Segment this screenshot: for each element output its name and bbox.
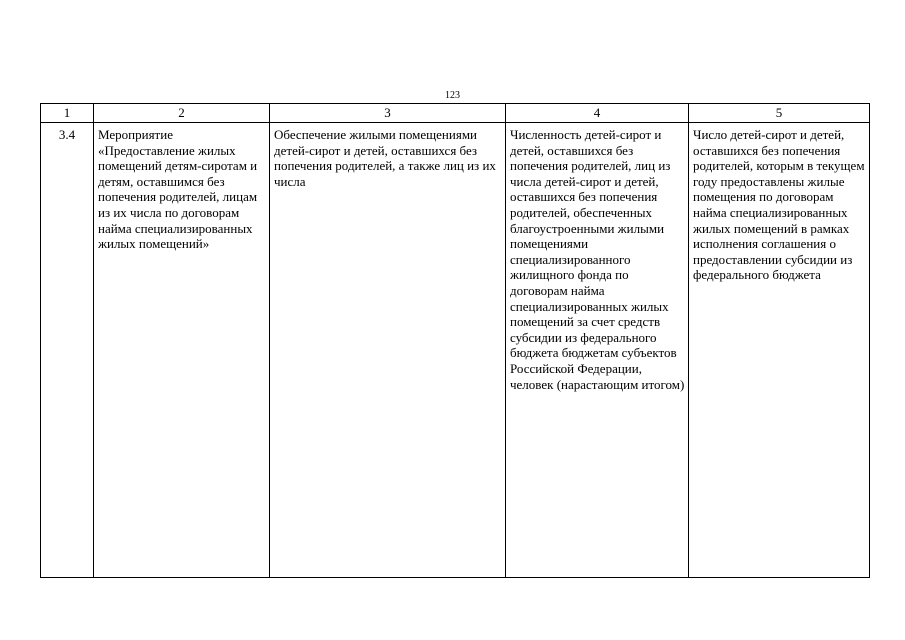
header-cell-4: 4 [506, 104, 689, 123]
objective-cell [270, 123, 506, 578]
objective-text: Обеспечение жилыми помещениями детей-сирот и детей, оставшихся без попечения родителей, а также лиц из их числа [274, 127, 496, 189]
result-cell [689, 123, 870, 578]
header-cell-5: 5 [689, 104, 870, 123]
page-number: 123 [445, 90, 460, 101]
indicator-text: Численность детей-сирот и детей, оставшихся без попечения родителей, лиц из числа детей-сирот и детей, оставшихся без попечения родителей, обеспеченных благоустроенными жилыми помещениями специализированного жилищного фонда по договорам найма специализированных жилых помещений за счет средств субсидии из федерального бюджета бюджетам субъектов Российской Федерации, человек (нарастающим итогом) [510, 127, 685, 392]
row-number: 3.4 [58, 127, 76, 142]
result-text: Число детей-сирот и детей, оставшихся без попечения родителей, которым в текущем году предоставлены жилые помещения по договорам найма специализированных жилых помещений в рамках исполнения соглашения о предоставлении субсидии из федерального бюджета [693, 127, 865, 283]
table-header-row [41, 104, 870, 123]
document-table [40, 103, 870, 578]
measure-text: Мероприятие «Предоставление жилых помещений детям-сиротам и детям, оставшимся без попечения родителей, лицам из их числа по договорам найма специализированных жилых помещений» [98, 127, 258, 252]
table-row [41, 123, 870, 578]
header-cell-3: 3 [270, 104, 506, 123]
indicator-cell [506, 123, 689, 578]
row-number-cell [41, 123, 94, 578]
header-cell-1: 1 [41, 104, 94, 123]
measure-cell [94, 123, 270, 578]
header-cell-2: 2 [94, 104, 270, 123]
